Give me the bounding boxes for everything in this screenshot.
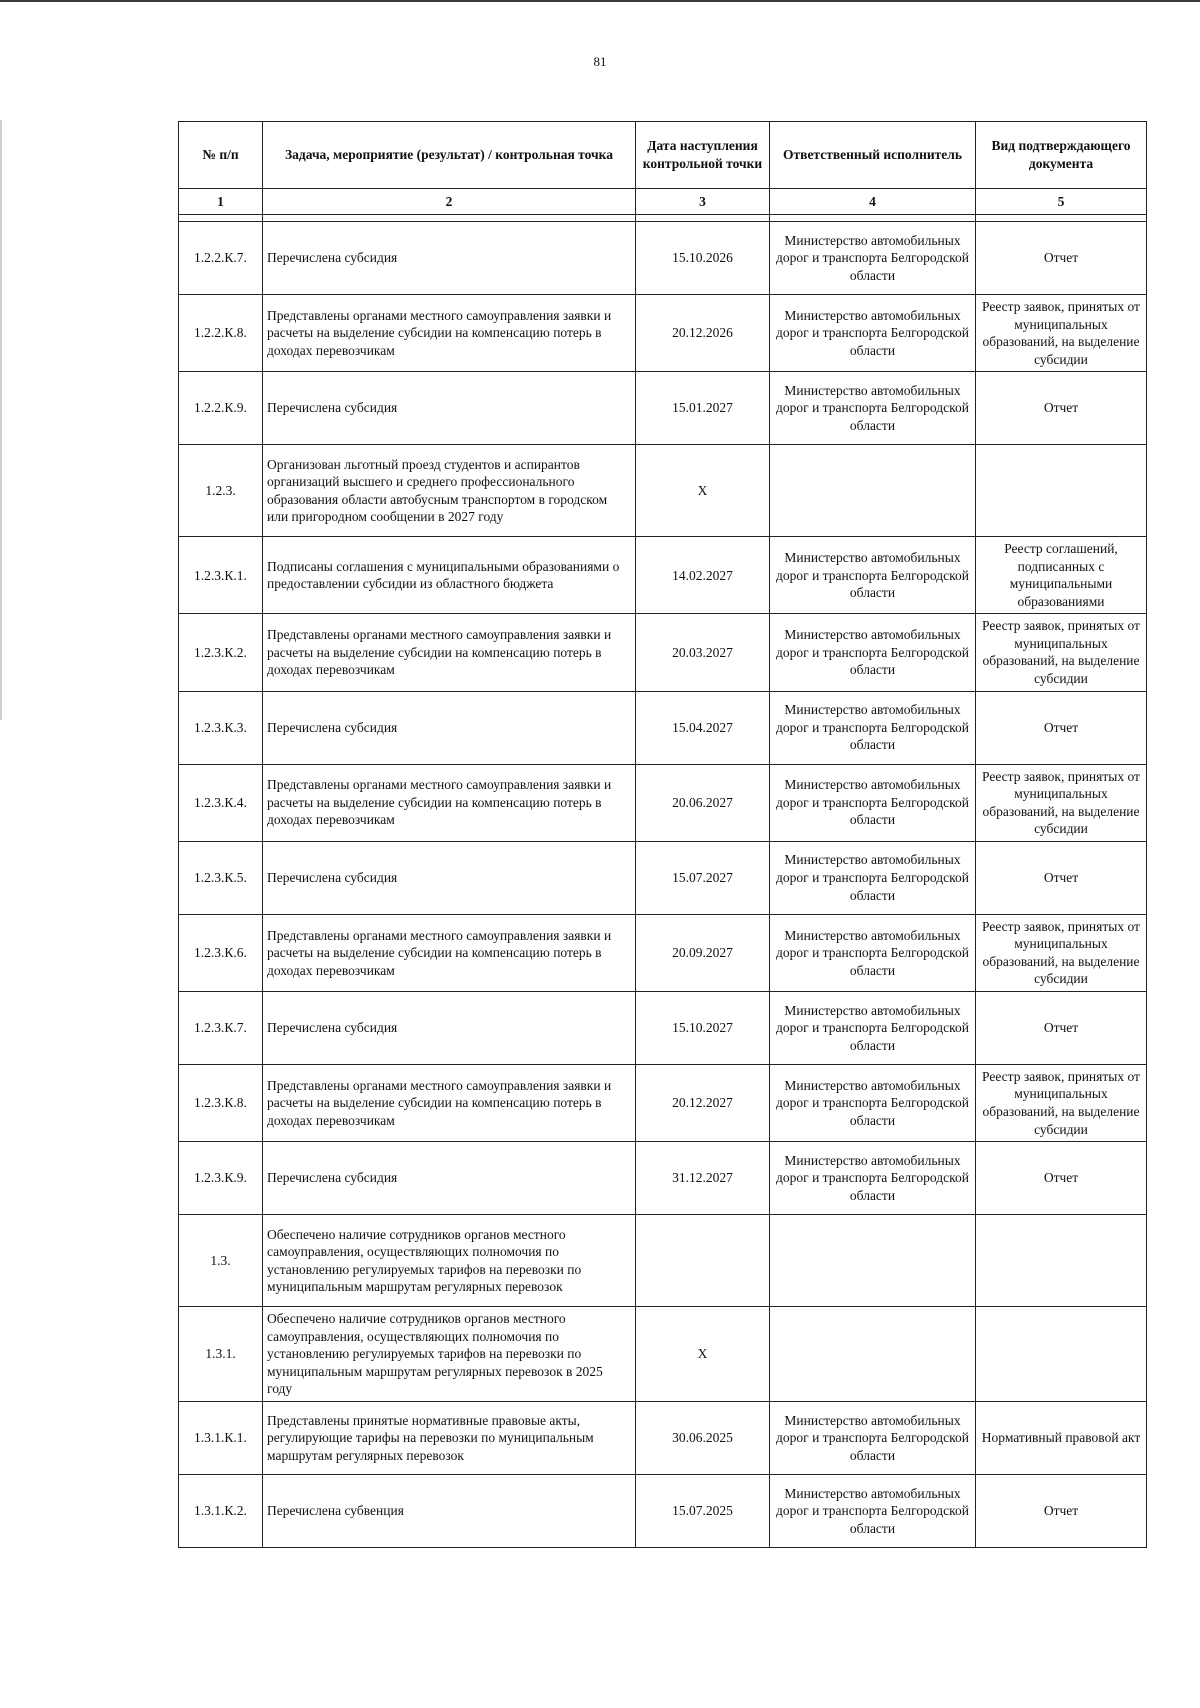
row-executor: Министерство автомобильных дорог и транспорта Белгородской области [770, 914, 976, 991]
row-date: 14.02.2027 [636, 537, 770, 614]
table-row [179, 1307, 1147, 1402]
row-executor: Министерство автомобильных дорог и транспорта Белгородской области [770, 372, 976, 445]
row-number: 1.3.1. [179, 1307, 263, 1402]
table-row [179, 372, 1147, 445]
row-document: Нормативный правовой акт [976, 1401, 1147, 1474]
column-number: 5 [976, 189, 1147, 215]
row-date: 20.03.2027 [636, 614, 770, 691]
page-number: 81 [593, 54, 607, 69]
row-document: Реестр заявок, принятых от муниципальных образований, на выделение субсидии [976, 295, 1147, 372]
row-executor: Министерство автомобильных дорог и транспорта Белгородской области [770, 222, 976, 295]
row-date: 15.10.2026 [636, 222, 770, 295]
table-row [179, 445, 1147, 537]
row-task: Организован льготный проезд студентов и аспирантов организаций высшего и среднего профессионального образования области автобусным транспортом в городском или пригородном сообщении в 2027 году [263, 445, 636, 537]
row-date [636, 1215, 770, 1307]
table-row [179, 1064, 1147, 1141]
table-row [179, 537, 1147, 614]
row-date: 20.09.2027 [636, 914, 770, 991]
column-number: 1 [179, 189, 263, 215]
row-executor [770, 1215, 976, 1307]
row-number: 1.3.1.К.1. [179, 1401, 263, 1474]
row-document: Отчет [976, 222, 1147, 295]
row-date: 15.04.2027 [636, 691, 770, 764]
table-row [179, 914, 1147, 991]
row-date: 31.12.2027 [636, 1142, 770, 1215]
row-number: 1.2.3.К.4. [179, 764, 263, 841]
row-number: 1.2.3.К.7. [179, 991, 263, 1064]
header-task: Задача, мероприятие (результат) / контрольная точка [263, 122, 636, 189]
row-executor: Министерство автомобильных дорог и транспорта Белгородской области [770, 1474, 976, 1547]
row-executor: Министерство автомобильных дорог и транспорта Белгородской области [770, 537, 976, 614]
row-date: Х [636, 1307, 770, 1402]
row-number: 1.2.3.К.1. [179, 537, 263, 614]
row-document: Реестр заявок, принятых от муниципальных образований, на выделение субсидии [976, 764, 1147, 841]
row-number: 1.2.3.К.3. [179, 691, 263, 764]
row-date: 15.01.2027 [636, 372, 770, 445]
row-executor: Министерство автомобильных дорог и транспорта Белгородской области [770, 614, 976, 691]
row-date: 15.07.2027 [636, 841, 770, 914]
row-document: Отчет [976, 1142, 1147, 1215]
row-document: Реестр заявок, принятых от муниципальных образований, на выделение субсидии [976, 1064, 1147, 1141]
row-executor: Министерство автомобильных дорог и транспорта Белгородской области [770, 841, 976, 914]
table-row [179, 764, 1147, 841]
row-task: Перечислена субсидия [263, 691, 636, 764]
row-task: Обеспечено наличие сотрудников органов местного самоуправления, осуществляющих полномочия по установлению регулируемых тарифов на перевозки по муниципальным маршрутам регулярных перевозок [263, 1215, 636, 1307]
row-document [976, 1307, 1147, 1402]
row-document [976, 1215, 1147, 1307]
table-row [179, 614, 1147, 691]
row-executor: Министерство автомобильных дорог и транспорта Белгородской области [770, 764, 976, 841]
table-body [179, 189, 1147, 1548]
row-date: 30.06.2025 [636, 1401, 770, 1474]
table-row [179, 1474, 1147, 1547]
top-rule [0, 0, 1200, 2]
row-executor: Министерство автомобильных дорог и транспорта Белгородской области [770, 1064, 976, 1141]
row-task: Перечислена субсидия [263, 222, 636, 295]
row-task: Перечислена субсидия [263, 1142, 636, 1215]
row-number: 1.2.3.К.5. [179, 841, 263, 914]
row-task: Перечислена субвенция [263, 1474, 636, 1547]
row-number: 1.2.3. [179, 445, 263, 537]
row-document: Реестр заявок, принятых от муниципальных образований, на выделение субсидии [976, 614, 1147, 691]
row-task: Перечислена субсидия [263, 372, 636, 445]
row-document: Отчет [976, 841, 1147, 914]
row-number: 1.2.2.К.9. [179, 372, 263, 445]
row-date: 20.12.2027 [636, 1064, 770, 1141]
row-number: 1.3. [179, 1215, 263, 1307]
row-task: Представлены органами местного самоуправления заявки и расчеты на выделение субсидии на компенсацию потерь в доходах перевозчикам [263, 764, 636, 841]
row-document [976, 445, 1147, 537]
row-executor [770, 445, 976, 537]
row-executor: Министерство автомобильных дорог и транспорта Белгородской области [770, 691, 976, 764]
row-number: 1.2.2.К.8. [179, 295, 263, 372]
table-row [179, 295, 1147, 372]
row-date: 15.10.2027 [636, 991, 770, 1064]
spacer-row [179, 215, 1147, 222]
row-number: 1.2.3.К.2. [179, 614, 263, 691]
scan-edge [0, 120, 2, 720]
row-task: Представлены органами местного самоуправления заявки и расчеты на выделение субсидии на компенсацию потерь в доходах перевозчикам [263, 614, 636, 691]
row-document: Отчет [976, 372, 1147, 445]
table-row [179, 991, 1147, 1064]
table-row [179, 1215, 1147, 1307]
row-number: 1.2.3.К.9. [179, 1142, 263, 1215]
row-task: Представлены органами местного самоуправления заявки и расчеты на выделение субсидии на компенсацию потерь в доходах перевозчикам [263, 295, 636, 372]
row-executor: Министерство автомобильных дорог и транспорта Белгородской области [770, 1401, 976, 1474]
row-document: Отчет [976, 691, 1147, 764]
header-executor: Ответственный исполнитель [770, 122, 976, 189]
row-date: 15.07.2025 [636, 1474, 770, 1547]
row-date: 20.12.2026 [636, 295, 770, 372]
row-executor: Министерство автомобильных дорог и транспорта Белгородской области [770, 991, 976, 1064]
table-row [179, 1142, 1147, 1215]
row-number: 1.2.3.К.8. [179, 1064, 263, 1141]
row-number: 1.2.3.К.6. [179, 914, 263, 991]
plan-table [178, 121, 1147, 1548]
header-document: Вид подтверждающего документа [976, 122, 1147, 189]
table-row [179, 222, 1147, 295]
row-task: Представлены принятые нормативные правовые акты, регулирующие тарифы на перевозки по муниципальным маршрутам регулярных перевозок [263, 1401, 636, 1474]
row-executor [770, 1307, 976, 1402]
row-date: 20.06.2027 [636, 764, 770, 841]
table-row [179, 841, 1147, 914]
row-task: Представлены органами местного самоуправления заявки и расчеты на выделение субсидии на компенсацию потерь в доходах перевозчикам [263, 1064, 636, 1141]
row-document: Реестр заявок, принятых от муниципальных образований, на выделение субсидии [976, 914, 1147, 991]
column-number: 4 [770, 189, 976, 215]
table-row [179, 691, 1147, 764]
row-document: Отчет [976, 991, 1147, 1064]
row-document: Отчет [976, 1474, 1147, 1547]
header-date: Дата наступления контрольной точки [636, 122, 770, 189]
row-date: Х [636, 445, 770, 537]
row-task: Подписаны соглашения с муниципальными образованиями о предоставлении субсидии из областного бюджета [263, 537, 636, 614]
row-document: Реестр соглашений, подписанных с муниципальными образованиями [976, 537, 1147, 614]
row-task: Перечислена субсидия [263, 841, 636, 914]
column-number-row [179, 189, 1147, 215]
row-executor: Министерство автомобильных дорог и транспорта Белгородской области [770, 295, 976, 372]
row-task: Обеспечено наличие сотрудников органов местного самоуправления, осуществляющих полномочия по установлению регулируемых тарифов на перевозки по муниципальным маршрутам регулярных перевозок в 2025 году [263, 1307, 636, 1402]
row-number: 1.2.2.К.7. [179, 222, 263, 295]
row-number: 1.3.1.К.2. [179, 1474, 263, 1547]
table-row [179, 1401, 1147, 1474]
row-task: Перечислена субсидия [263, 991, 636, 1064]
column-number: 2 [263, 189, 636, 215]
row-task: Представлены органами местного самоуправления заявки и расчеты на выделение субсидии на компенсацию потерь в доходах перевозчикам [263, 914, 636, 991]
header-row [179, 122, 1147, 189]
row-executor: Министерство автомобильных дорог и транспорта Белгородской области [770, 1142, 976, 1215]
header-num: № п/п [179, 122, 263, 189]
column-number: 3 [636, 189, 770, 215]
